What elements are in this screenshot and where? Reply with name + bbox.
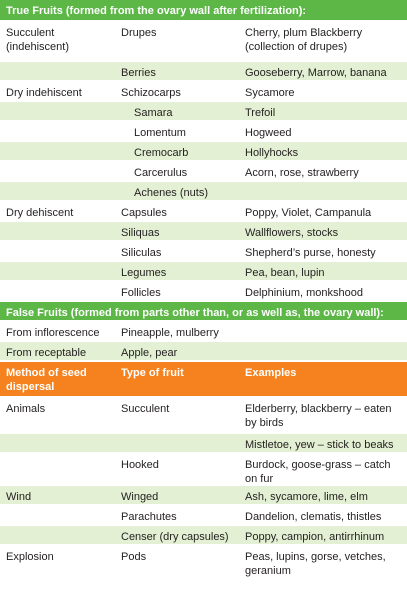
true-fruit-row (0, 202, 407, 222)
dispersal-examples: Elderberry, blackberry – eaten by birds (245, 403, 392, 429)
fruit-type: Samara (134, 107, 173, 119)
dispersal-row (0, 526, 407, 546)
dispersal-row (0, 546, 407, 582)
fruit-type: Berries (121, 67, 156, 79)
dispersal-fruit-type: Pods (121, 551, 147, 563)
fruit-type: Follicles (121, 287, 161, 299)
dispersal-header (0, 362, 407, 398)
fruit-type: Achenes (nuts) (134, 187, 208, 199)
fruit-type-heading: Type of fruit (121, 367, 184, 379)
dispersal-method: Wind (6, 491, 32, 503)
fruit-type: Schizocarps (121, 87, 181, 99)
true-fruits-header (0, 0, 407, 22)
fruit-type: Legumes (121, 267, 167, 279)
dispersal-fruit-type: Winged (121, 491, 159, 503)
dispersal-row (0, 506, 407, 526)
examples-heading: Examples (245, 367, 297, 379)
fruit-type: Capsules (121, 207, 167, 219)
dispersal-examples: Mistletoe, yew – stick to beaks (245, 439, 394, 451)
false-fruits-header (0, 302, 407, 322)
dispersal-row (0, 454, 407, 486)
false-fruits-header-text: False Fruits (formed from parts other than, or as well as, the ovary wall): (6, 307, 384, 319)
true-fruit-row (0, 182, 407, 202)
fruit-category: Succulent (indehiscent) (6, 27, 69, 53)
true-fruit-row (0, 262, 407, 282)
fruit-examples: Gooseberry, Marrow, banana (245, 67, 387, 79)
dispersal-row (0, 434, 407, 454)
fruit-type: Drupes (121, 27, 157, 39)
fruit-type: Carcerulus (134, 167, 188, 179)
true-fruit-row (0, 62, 407, 82)
dispersal-examples: Dandelion, clematis, thistles (245, 511, 382, 523)
dispersal-examples: Peas, lupins, gorse, vetches, geranium (245, 551, 386, 577)
dispersal-method: Animals (6, 403, 46, 415)
true-fruit-row (0, 142, 407, 162)
dispersal-fruit-type: Censer (dry capsules) (121, 531, 229, 543)
dispersal-examples: Poppy, campion, antirrhinum (245, 531, 385, 543)
fruit-examples: Pea, bean, lupin (245, 267, 325, 279)
true-fruits-header-text: True Fruits (formed from the ovary wall after fertilization): (6, 5, 307, 17)
dispersal-examples: Burdock, goose-grass – catch on fur (245, 459, 391, 485)
dispersal-fruit-type: Succulent (121, 403, 170, 415)
dispersal-row (0, 398, 407, 434)
fruit-examples: Acorn, rose, strawberry (245, 167, 359, 179)
dispersal-row (0, 486, 407, 506)
true-fruit-row (0, 222, 407, 242)
true-fruit-row (0, 102, 407, 122)
dispersal-method: Explosion (6, 551, 54, 563)
fruit-examples: Shepherd’s purse, honesty (245, 247, 376, 259)
true-fruit-row (0, 242, 407, 262)
fruit-type: Siliculas (121, 247, 162, 259)
dispersal-fruit-type: Hooked (121, 459, 159, 471)
fruit-examples: Sycamore (245, 87, 295, 99)
dispersal-fruit-type: Parachutes (121, 511, 177, 523)
false-fruit-origin: From inflorescence (6, 327, 100, 339)
true-fruit-row (0, 162, 407, 182)
fruit-category: Dry indehiscent (6, 87, 82, 99)
true-fruit-row (0, 82, 407, 102)
false-fruit-origin: From receptable (6, 347, 87, 359)
true-fruit-row (0, 122, 407, 142)
fruit-examples: Wallflowers, stocks (245, 227, 339, 239)
fruit-examples: Cherry, plum Blackberry (collection of drupes) (245, 27, 363, 53)
fruit-examples: Hogweed (245, 127, 292, 139)
fruit-type: Siliquas (121, 227, 160, 239)
fruit-examples: Delphinium, monkshood (245, 287, 364, 299)
fruit-category: Dry dehiscent (6, 207, 74, 219)
fruit-type: Cremocarb (134, 147, 189, 159)
dispersal-examples: Ash, sycamore, lime, elm (245, 491, 368, 503)
true-fruit-row (0, 22, 407, 62)
dispersal-method-heading: Method of seed dispersal (6, 367, 87, 393)
false-fruit-examples: Pineapple, mulberry (121, 327, 219, 339)
false-fruit-row (0, 342, 407, 362)
true-fruit-row (0, 282, 407, 302)
false-fruit-examples: Apple, pear (121, 347, 178, 359)
fruit-type: Lomentum (134, 127, 186, 139)
fruit-examples: Trefoil (245, 107, 276, 119)
fruit-examples: Poppy, Violet, Campanula (245, 207, 372, 219)
false-fruit-row (0, 322, 407, 342)
fruit-examples: Hollyhocks (245, 147, 299, 159)
